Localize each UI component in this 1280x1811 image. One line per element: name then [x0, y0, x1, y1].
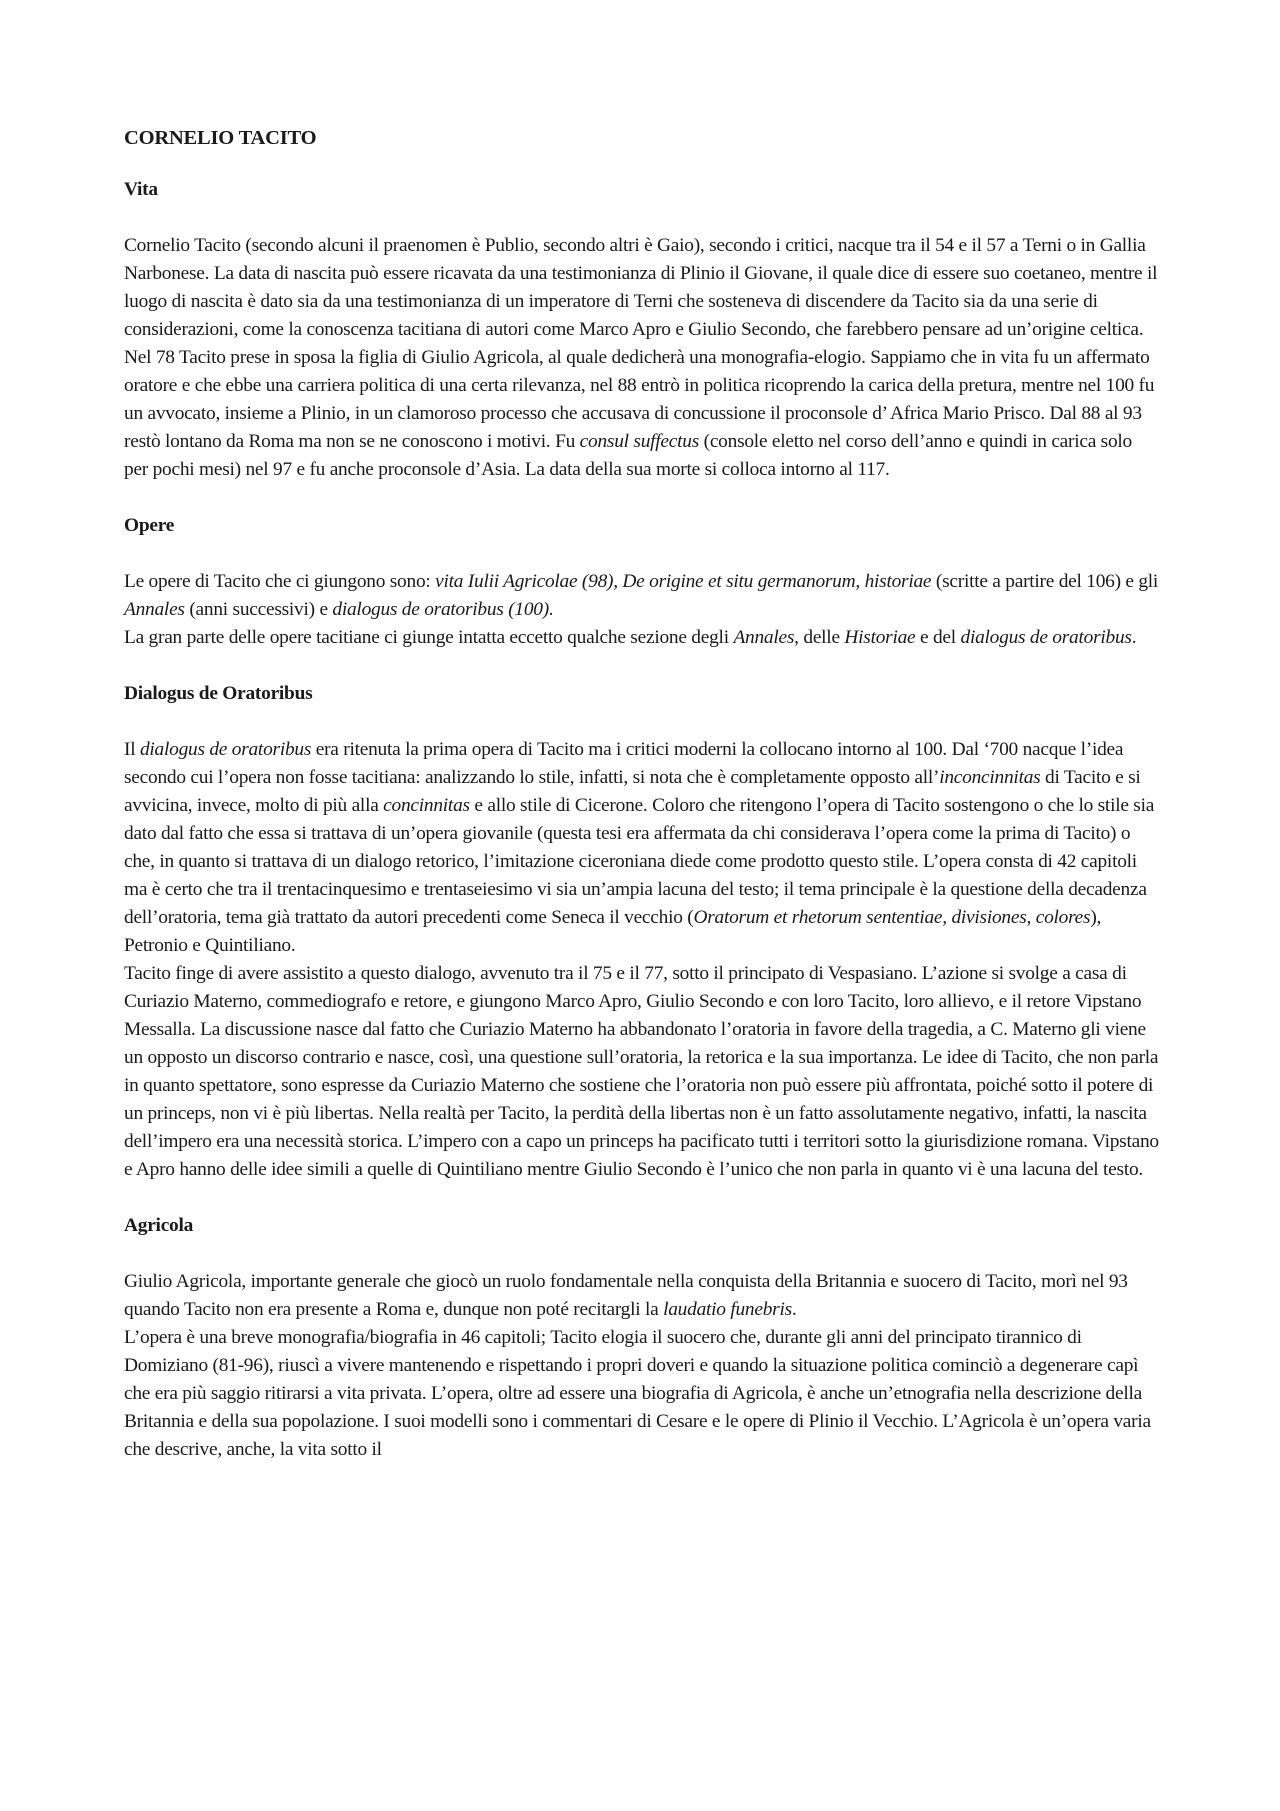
text-run: Il	[124, 739, 140, 760]
text-run: .	[791, 1299, 797, 1320]
italic-run: dialogus de oratoribus	[960, 627, 1132, 648]
italic-run: Annales	[733, 627, 795, 648]
text-run: (scritte a partire del 106) e gli	[931, 571, 1159, 592]
section-dialogus	[124, 680, 1160, 1184]
section-heading-vita: Vita	[124, 179, 158, 200]
italic-run: dialogus de oratoribus	[139, 739, 312, 760]
italic-run: consul suffectus	[579, 431, 700, 452]
text-run: Le opere di Tacito che ci giungono sono:	[124, 571, 436, 592]
text-run: era ritenuta la prima opera di Tacito ma i critici moderni la collocano intorno al 100. Dal ‘700 nacque l’idea secondo cui l’opera non fosse tacitiana: analizzando lo stile, infatti, si nota che è completamente opposto all’	[124, 739, 1124, 788]
text-run: di Tacito e si avvicina, invece, molto di più alla	[124, 767, 1141, 816]
document-title: CORNELIO TACITO	[124, 127, 317, 149]
section-agricola	[124, 1212, 1160, 1464]
italic-run: inconcinnitas	[939, 767, 1041, 788]
section-heading-dialogus: Dialogus de Oratoribus	[124, 683, 313, 704]
section-heading-opere: Opere	[124, 515, 175, 536]
italic-run: laudatio funebris	[663, 1299, 792, 1320]
italic-run: Historiae	[844, 627, 916, 648]
text-run: e allo stile di Cicerone. Coloro che ritengono l’opera di Tacito sostengono o che lo stile sia dato dal fatto che essa si trattava di un’opera giovanile (questa tesi era affermata da chi considerava l’opera come la prima di Tacito) o che, in quanto si trattava di un dialogo retorico, l’imitazione ciceroniana diede come prodotto questo stile. L’opera consta di 42 capitoli ma è certo che tra il trentacinquesimo e trentaseiesimo vi sia un’ampia lacuna del testo; il tema principale è la questione della decadenza dell’oratoria, tema già trattato da autori precedenti come Seneca il vecchio (	[124, 795, 1155, 928]
section-vita	[124, 176, 1160, 484]
section-opere	[124, 512, 1160, 652]
italic-run: Annales	[124, 599, 185, 620]
italic-run: vita Iulii Agricolae (98), De origine et situ germanorum, historiae	[435, 571, 932, 592]
text-run: Cornelio Tacito (secondo alcuni il praenomen è Publio, secondo altri è Gaio), secondo i critici, nacque tra il 54 e il 57 a Terni o in Gallia Narbonese. La data di nascita può essere ricavata da una testimonianza di Plinio il Giovane, il quale dice di essere suo coetaneo, mentre il luogo di nascita è dato sia da una testimonianza di un imperatore di Terni che sosteneva di discendere da Tacito sia da una serie di considerazioni, come la conoscenza tacitiana di autori come Marco Apro e Giulio Secondo, che farebbero pensare ad un’origine celtica. Nel 78 Tacito prese in sposa la figlia di Giulio Agricola, al quale dedicherà una monografia-elogio. Sappiamo che in vita fu un affermato oratore e che ebbe una carriera politica di una certa rilevanza, nel 88 entrò in politica ricoprendo la carica della pretura, mentre nel 100 fu un avvocato, insieme a Plinio, in un clamoroso processo che accusava di concussione il proconsole d’ Africa Mario Prisco. Dal 88 al 93 restò lontano da Roma ma non se ne conoscono i motivi. Fu	[124, 235, 1158, 452]
text-run: .	[1131, 627, 1137, 648]
section-heading-agricola: Agricola	[124, 1215, 194, 1236]
paragraph-vita	[124, 232, 1160, 484]
paragraph-opere-list	[124, 568, 1160, 624]
italic-run: dialogus de oratoribus (100).	[332, 599, 554, 620]
text-run: , delle	[794, 627, 845, 648]
paragraph-dialogus-setting: Tacito finge di avere assistito a questo dialogo, avvenuto tra il 75 e il 77, sotto il principato di Vespasiano. L’azione si svolge a casa di Curiazio Materno, commediografo e retore, e giungono Marco Apro, Giulio Secondo e con loro Tacito, loro allievo, e il retore Vipstano Messalla. La discussione nasce dal fatto che Curiazio Materno ha abbandonato l’oratoria in favore della tragedia, a C. Materno gli viene un opposto un discorso contrario e nasce, così, una questione sull’oratoria, la retorica e la sua importanza. Le idee di Tacito, che non parla in quanto spettatore, sono espresse da Curiazio Materno che sostiene che l’oratoria non può essere più affrontata, poiché sotto il potere di un princeps, non vi è più libertas. Nella realtà per Tacito, la perdità della libertas non è un fatto assolutamente negativo, infatti, la nascita dell’impero era una necessità storica. L’impero con a capo un princeps ha pacificato tutti i territori sotto la giurisdizione romana. Vipstano e Apro hanno delle idee simili a quelle di Quintiliano mentre Giulio Secondo è l’unico che non parla in quanto vi è una lacuna del testo.	[124, 963, 1159, 1180]
document-page	[124, 124, 1160, 1492]
italic-run: Oratorum et rhetorum sententiae, divisiones, colores	[693, 907, 1091, 928]
paragraph-opere-survival	[124, 624, 1160, 652]
paragraph-agricola-death	[124, 1268, 1160, 1324]
text-run: Giulio Agricola, importante generale che giocò un ruolo fondamentale nella conquista della Britannia e suocero di Tacito, morì nel 93 quando Tacito non era presente a Roma e, dunque non poté recitargli la	[124, 1271, 1128, 1320]
italic-run: concinnitas	[383, 795, 470, 816]
text-run: e del	[915, 627, 961, 648]
text-run: ), Petronio e Quintiliano.	[124, 907, 1102, 956]
text-run: (anni successivi) e	[184, 599, 333, 620]
paragraph-dialogus-authorship	[124, 736, 1160, 960]
paragraph-agricola-work: L’opera è una breve monografia/biografia in 46 capitoli; Tacito elogia il suocero che, durante gli anni del principato tirannico di Domiziano (81-96), riuscì a vivere mantenendo e rispettando i propri doveri e quando la situazione politica cominciò a degenerare capì che era più saggio ritirarsi a vita privata. L’opera, oltre ad essere una biografia di Agricola, è anche un’etnografia nella descrizione della Britannia e della sua popolazione. I suoi modelli sono i commentari di Cesare e le opere di Plinio il Vecchio. L’Agricola è un’opera varia che descrive, anche, la vita sotto il	[124, 1327, 1151, 1460]
text-run: La gran parte delle opere tacitiane ci giunge intatta eccetto qualche sezione degli	[124, 627, 734, 648]
text-run: (console eletto nel corso dell’anno e quindi in carica solo per pochi mesi) nel 97 e fu anche proconsole d’Asia. La data della sua morte si colloca intorno al 117.	[124, 431, 1133, 480]
